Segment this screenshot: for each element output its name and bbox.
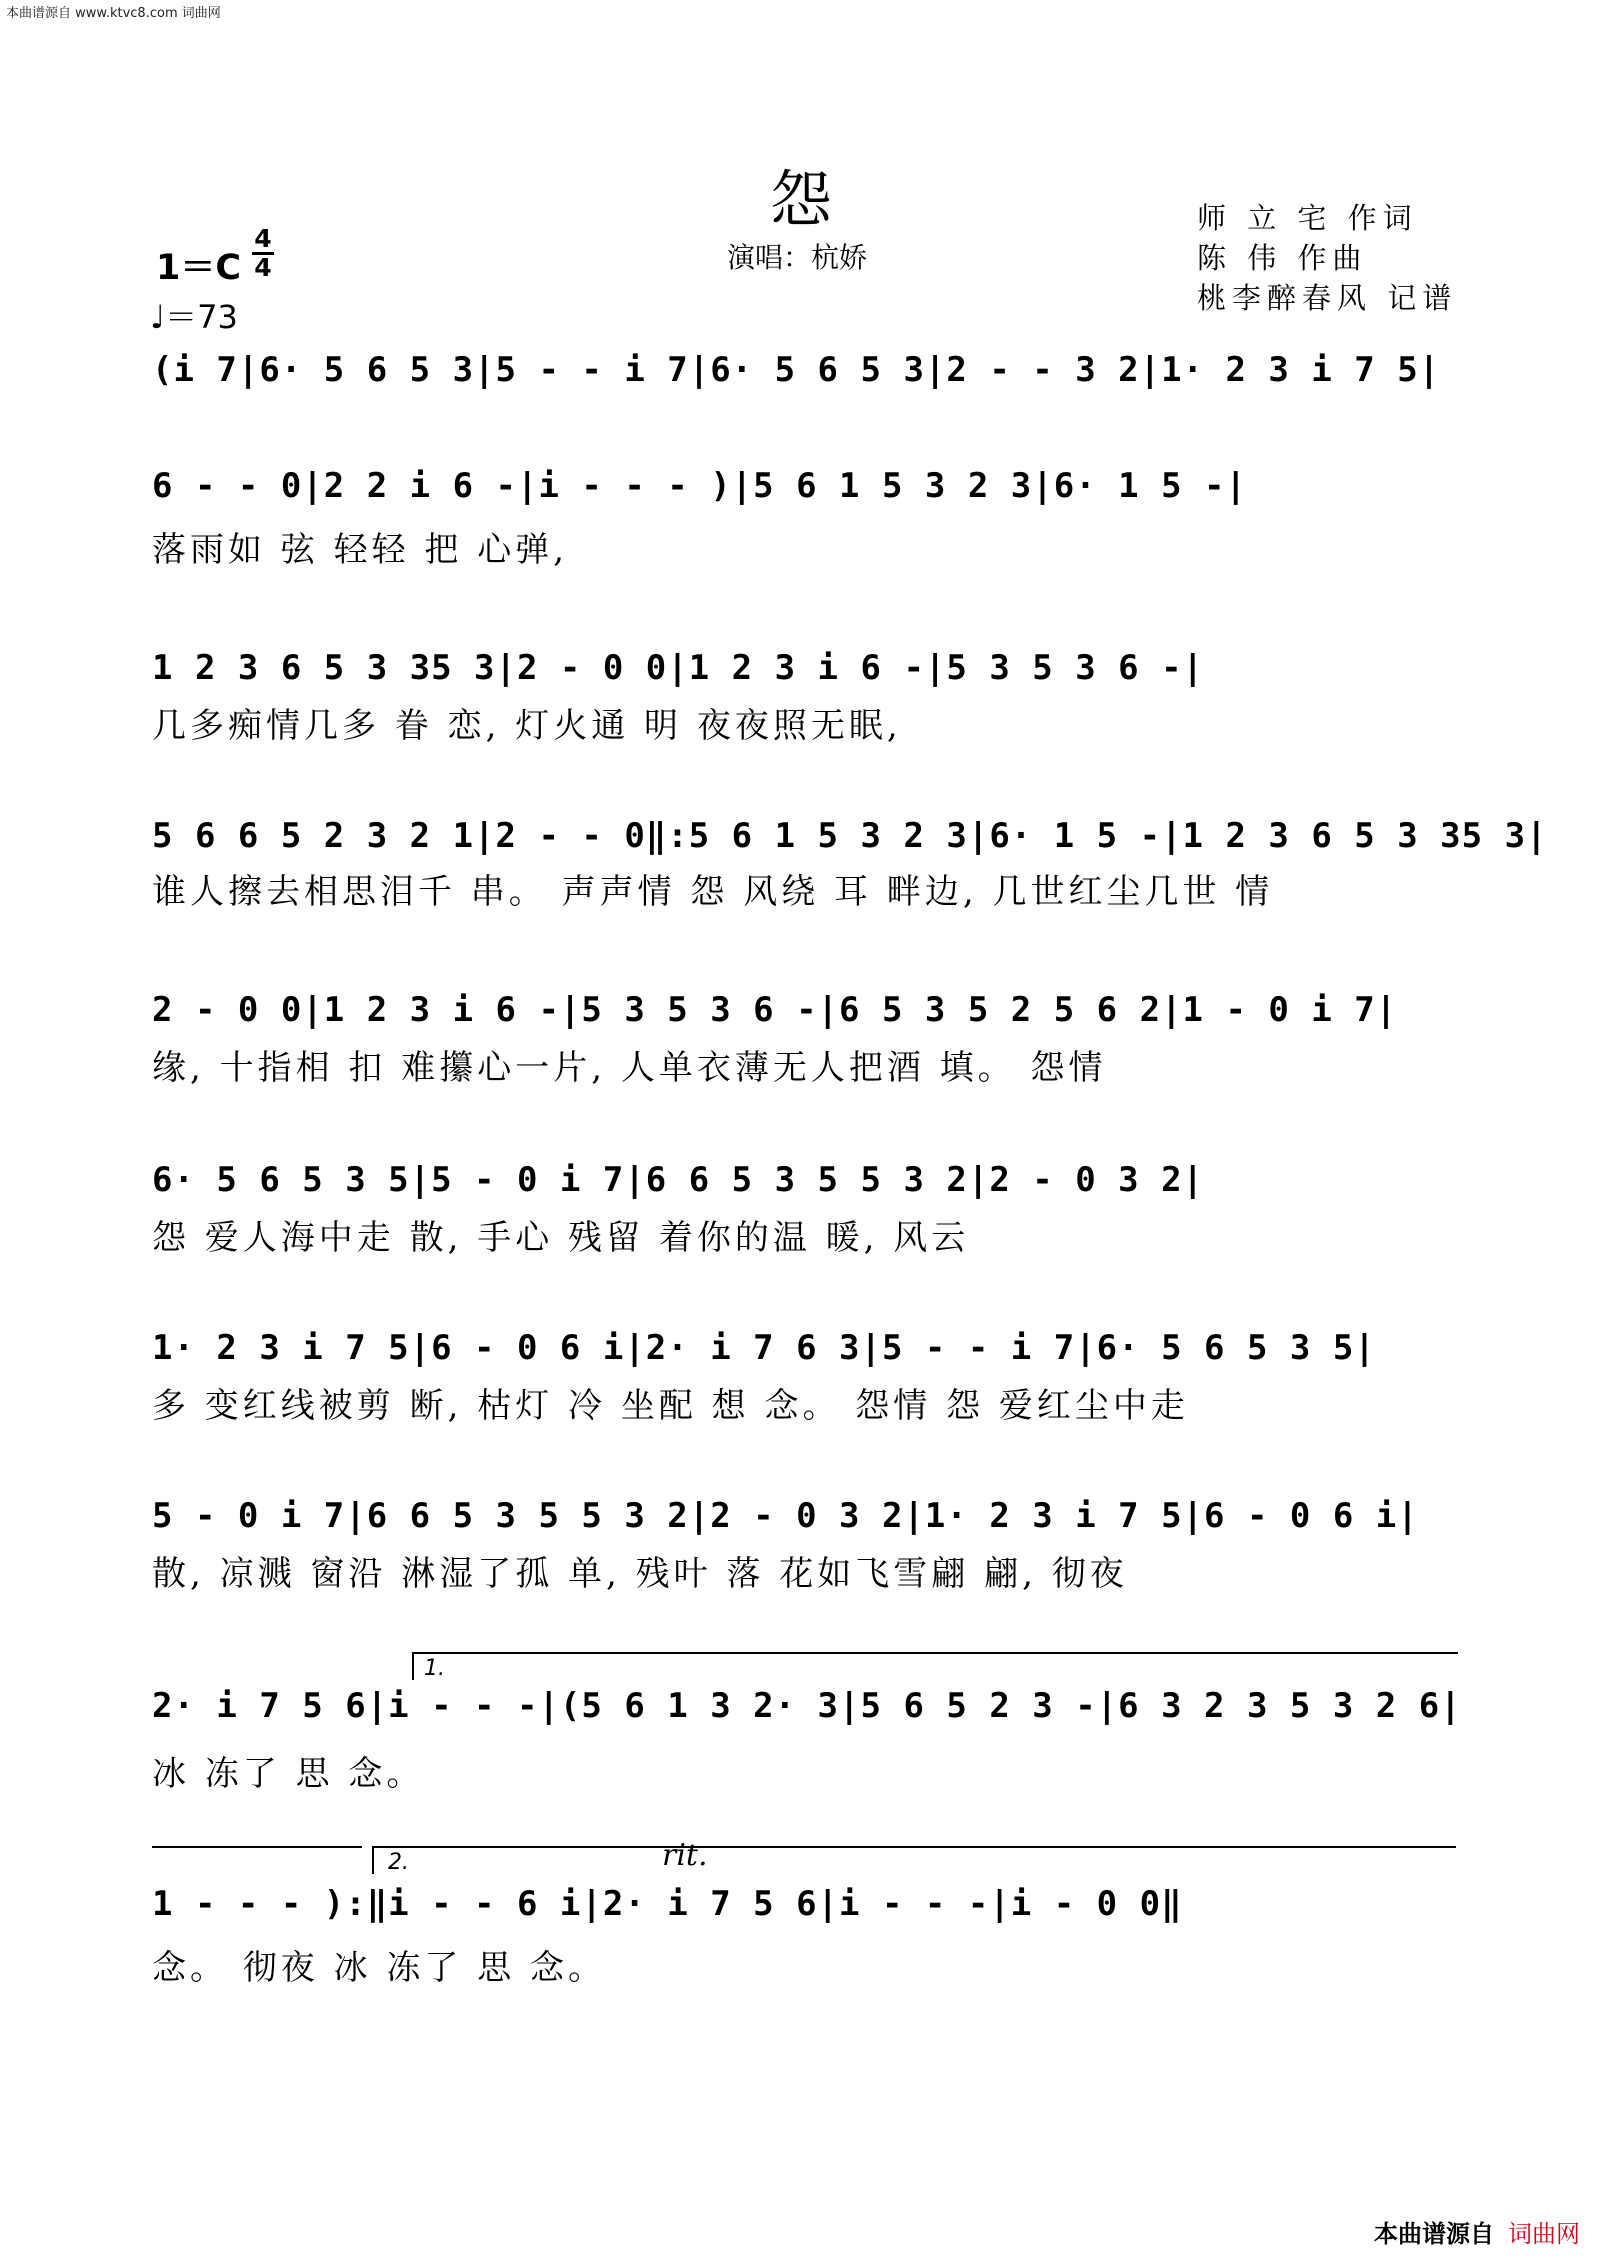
volta-1-label: 1. — [424, 1656, 445, 1681]
volta-2-label: 2. — [388, 1850, 409, 1875]
time-signature-bottom: 4 — [252, 252, 274, 281]
lyric-row: 多 变红线被剪 断, 枯灯 冷 坐配 想 念。 怨情 怨 爱红尘中走 — [152, 1386, 1189, 1426]
notation-row: 5 - 0 i 7|6 6 5 3 5 5 3 2|2 - 0 3 2|1· 2 3 i 7 5|6 - 0 6 i| — [152, 1496, 1419, 1536]
singer-credit: 演唱：杭娇 — [727, 241, 868, 274]
lyric-row: 怨 爱人海中走 散, 手心 残留 着你的温 暖, 风云 — [152, 1218, 970, 1258]
volta-2-bracket — [372, 1846, 1456, 1874]
notation-row: (i 7|6· 5 6 5 3|5 - - i 7|6· 5 6 5 3|2 - - 3 2|1· 2 3 i 7 5| — [152, 350, 1441, 390]
time-signature — [252, 226, 274, 281]
tempo-marking: ♩＝73 — [150, 298, 238, 336]
lyric-row: 念。 彻夜 冰 冻了 思 念。 — [152, 1948, 607, 1988]
page-title: 怨 — [770, 163, 833, 236]
composer-credit: 陈 伟 作曲 — [1197, 241, 1368, 275]
notation-row: 6· 5 6 5 3 5|5 - 0 i 7|6 6 5 3 5 5 3 2|2 - 0 3 2| — [152, 1160, 1205, 1200]
notation-row: 1 2 3 6 5 3 35 3|2 - 0 0|1 2 3 i 6 -|5 3 5 3 6 -| — [152, 648, 1205, 688]
transcriber-credit: 桃李醉春风 记谱 — [1197, 281, 1458, 315]
ritardando-marking: rit. — [662, 1838, 708, 1873]
lyric-row: 几多痴情几多 眷 恋, 灯火通 明 夜夜照无眠, — [152, 706, 902, 746]
lyric-row: 冰 冻了 思 念。 — [152, 1754, 425, 1794]
lyric-row: 散, 凉溅 窗沿 淋湿了孤 单, 残叶 落 花如飞雪翩 翩, 彻夜 — [152, 1554, 1128, 1594]
lyric-row: 落雨如 弦 轻轻 把 心弹, — [152, 530, 569, 570]
notation-row: 6 - - 0|2 2 i 6 -|i - - - )|5 6 1 5 3 2 3|6· 1 5 -| — [152, 466, 1247, 506]
lyricist-credit: 师 立 宅 作词 — [1197, 201, 1418, 235]
staff-rule — [152, 1846, 362, 1848]
lyric-row: 谁人擦去相思泪千 串。 声声情 怨 风绕 耳 畔边, 几世红尘几世 情 — [152, 872, 1274, 912]
notation-row: 5 6 6 5 2 3 2 1|2 - - 0‖:5 6 1 5 3 2 3|6· 1 5 -|1 2 3 6 5 3 35 3| — [152, 816, 1548, 856]
footer-site[interactable]: 词曲网 — [1508, 2220, 1580, 2248]
footer-source: 本曲谱源自 — [1374, 2220, 1494, 2248]
volta-1-bracket — [412, 1652, 1458, 1680]
key-signature: 1＝C — [156, 248, 242, 288]
lyric-row: 缘, 十指相 扣 难攥心一片, 人单衣薄无人把酒 填。 怨情 — [152, 1048, 1107, 1088]
footer-credit — [1374, 2214, 1580, 2249]
notation-row: 1· 2 3 i 7 5|6 - 0 6 i|2· i 7 6 3|5 - - i 7|6· 5 6 5 3 5| — [152, 1328, 1376, 1368]
header-note: 本曲谱源自 www.ktvc8.com 词曲网 — [6, 6, 221, 21]
notation-row: 2· i 7 5 6|i - - -|(5 6 1 3 2· 3|5 6 5 2 3 -|6 3 2 3 5 3 2 6| — [152, 1686, 1462, 1726]
notation-row: 1 - - - ):‖i - - 6 i|2· i 7 5 6|i - - -|i - 0 0‖ — [152, 1884, 1183, 1924]
time-signature-top: 4 — [254, 224, 272, 253]
notation-row: 2 - 0 0|1 2 3 i 6 -|5 3 5 3 6 -|6 5 3 5 2 5 6 2|1 - 0 i 7| — [152, 990, 1398, 1030]
